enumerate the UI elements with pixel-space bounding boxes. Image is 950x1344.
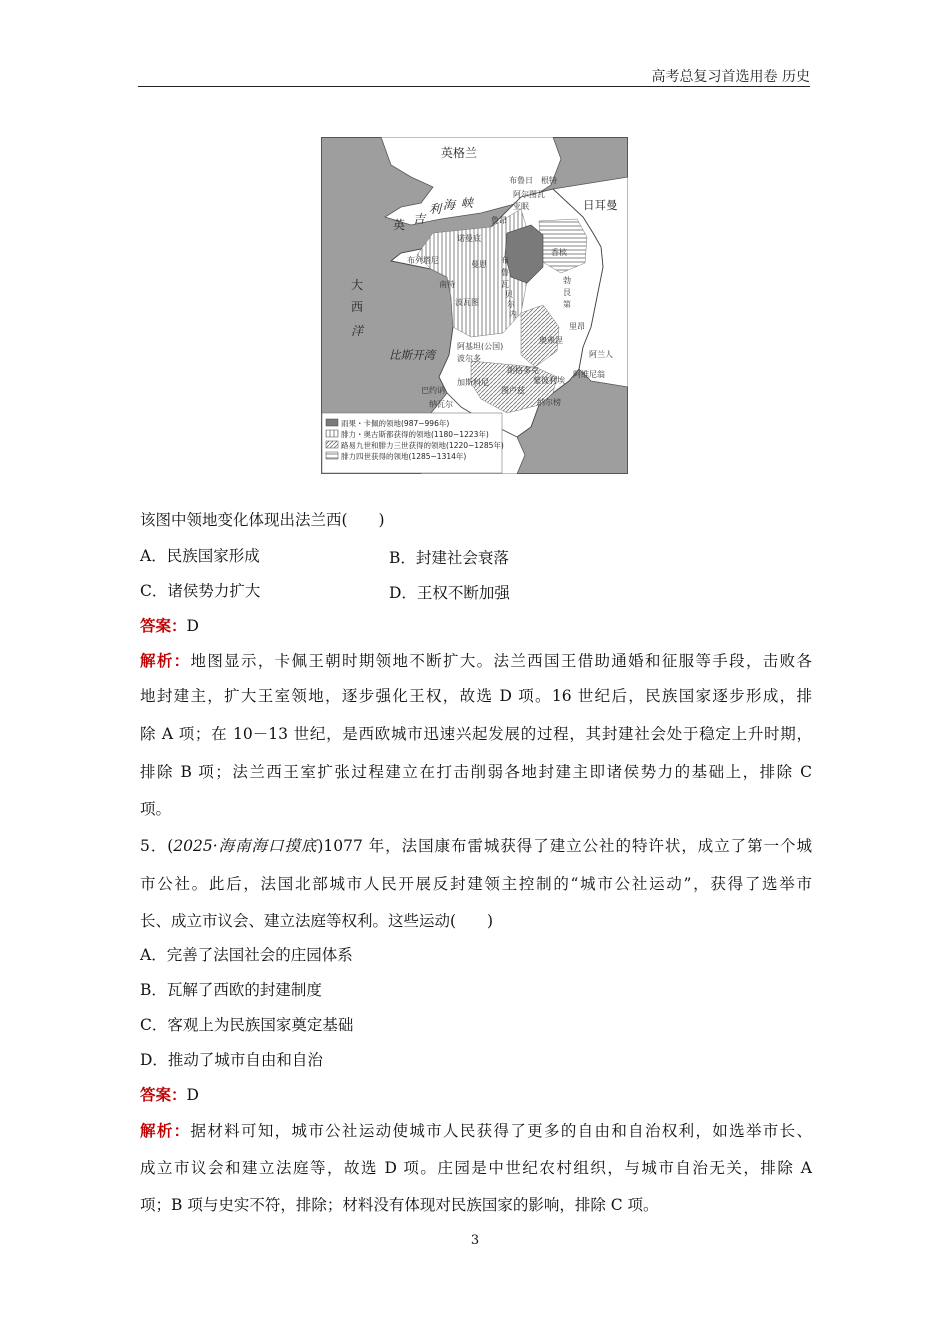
q5-analysis-line-1: 解析：据材料可知，城市公社运动使城市人民获得了更多的自由和自治权利，如选举市长、	[140, 1121, 812, 1140]
label-atlantic-1: 大	[351, 278, 364, 292]
label-bourges-3: 瓦	[501, 280, 509, 289]
label-artois: 阿尔图瓦	[513, 190, 545, 199]
map-legend	[322, 413, 504, 473]
label-narbonne: 纳尔榜	[537, 398, 561, 407]
q5-analysis-line-3: 项；B 项与史实不符，排除；材料没有体现对民族国家的影响，排除 C 项。	[140, 1196, 659, 1214]
header-title: 高考总复习首选用卷 历史	[651, 69, 810, 85]
legend-item-3: 路易九世和腓力三世获得的领地(1220−1285年)	[341, 441, 504, 450]
q4-analysis-line-1: 解析：地图显示，卡佩王朝时期领地不断扩大。法兰西国王借助通婚和征服等手段，击败各	[140, 651, 812, 670]
q4-analysis-line-2: 地封建主，扩大王室领地，逐步强化王权，故选 D 项。16 世纪后，民族国家逐步形成，排	[140, 687, 812, 705]
q4-analysis-label: 解析：	[140, 651, 191, 670]
label-auvergne-1: 贝	[505, 290, 513, 299]
label-england: 英格兰	[441, 146, 478, 160]
legend-swatch-1	[326, 419, 338, 426]
label-burgundy-3: 第	[563, 300, 571, 309]
label-auvergne-3: 内	[509, 310, 517, 319]
legend-item-1: 雨果・卡佩的领地(987−996年)	[341, 419, 450, 428]
label-burgundy-1: 勃	[563, 276, 571, 285]
legend-item-2: 腓力・奥古斯都获得的领地(1180−1223年)	[341, 430, 489, 439]
label-burgundy-2: 艮	[563, 288, 571, 297]
label-languedoc: 朗格多克	[507, 366, 539, 375]
label-gascony: 加斯科尼	[457, 378, 489, 387]
q4-answer	[140, 616, 199, 636]
q5-answer-value: D	[186, 1086, 199, 1104]
label-channel-1: 英	[393, 218, 406, 232]
legend-swatch-4	[326, 452, 338, 459]
label-maine: 曼恩	[471, 260, 487, 269]
q5-analysis-label: 解析：	[140, 1121, 191, 1140]
label-channel-2: 吉	[413, 212, 426, 226]
label-bourges-2: 鲁	[501, 268, 509, 277]
q5-option-d: D．推动了城市自由和自治	[140, 1051, 323, 1069]
label-channel-3: 利	[429, 202, 442, 216]
header-rule	[138, 86, 810, 87]
q5-option-c: C．客观上为民族国家奠定基础	[140, 1016, 354, 1034]
label-biscay: 比斯开湾	[389, 348, 435, 362]
label-amiens: 亚眠	[513, 202, 529, 211]
q5-stem-line-1: 5．(2025·海南海口摸底)1077 年，法国康布雷城获得了建立公社的特许状，成立了第一个城	[140, 837, 812, 855]
label-basque: 巴约讷	[421, 386, 445, 395]
label-auvergne2: 奥弗涅	[539, 336, 563, 345]
q4-stem: 该图中领地变化体现出法兰西( )	[140, 511, 385, 529]
label-atlantic-3: 洋	[351, 324, 364, 338]
label-ghent: 根特	[541, 176, 557, 185]
q5-option-a: A．完善了法国社会的庄园体系	[140, 946, 353, 964]
historical-map	[321, 137, 628, 474]
label-poitou: 波瓦图	[455, 298, 479, 307]
q5-option-b: B．瓦解了西欧的封建制度	[140, 981, 322, 999]
label-navarre: 纳瓦尔	[429, 400, 453, 409]
label-channel-5: 峡	[461, 196, 474, 210]
legend-swatch-3	[326, 441, 338, 448]
q4-analysis-line-3: 除 A 项；在 10－13 世纪，是西欧城市迅速兴起发展的过程，其封建社会处于稳定上升时期，	[140, 725, 812, 743]
label-arles: 阿兰人	[589, 350, 613, 359]
q5-source: 2025·海南海口摸底	[173, 837, 318, 855]
q4-answer-label: 答案：	[140, 616, 187, 635]
q5-analysis-line-2: 成立市议会和建立法庭等，故选 D 项。庄园是中世纪农村组织，与城市自治无关，排除 A	[140, 1159, 812, 1177]
label-montpellier: 蒙彼利埃	[533, 376, 565, 385]
label-atlantic-2: 西	[351, 300, 364, 314]
label-lyon: 里昂	[569, 322, 585, 331]
q4-answer-value: D	[186, 617, 199, 635]
q4-option-a: A．民族国家形成	[140, 547, 260, 565]
q5-stem-line-2: 市公社。此后，法国北部城市人民开展反封建领主控制的“城市公社运动”，获得了选举市	[140, 875, 812, 893]
label-provence: 阿维尼翁	[573, 370, 605, 379]
label-rouen: 鲁昂	[491, 216, 507, 225]
label-bordeaux: 波尔多	[457, 354, 481, 363]
label-nantes: 南特	[439, 280, 455, 289]
label-boulogne: 布鲁日	[509, 176, 533, 185]
label-channel-4: 海	[443, 198, 456, 212]
q5-stem-line-3: 长、成立市议会、建立法庭等权利。这些运动( )	[140, 912, 494, 930]
q4-option-b: B．封建社会衰落	[389, 549, 509, 567]
q5-answer-label: 答案：	[140, 1085, 187, 1104]
q4-option-d: D．王权不断加强	[389, 584, 510, 602]
label-brittany: 布列塔尼	[407, 256, 439, 265]
page-number: 3	[470, 1233, 480, 1248]
label-normandy: 诺曼底	[457, 234, 481, 243]
label-germany: 日耳曼	[583, 198, 618, 212]
q4-option-c: C．诸侯势力扩大	[140, 582, 261, 600]
q5-answer	[140, 1085, 199, 1105]
label-champagne: 香槟	[551, 248, 567, 257]
q4-analysis-line-4: 排除 B 项；法兰西王室扩张过程建立在打击削弱各地封建主即诸侯势力的基础上，排除 C	[140, 763, 812, 781]
label-toulouse: 图卢兹	[501, 386, 525, 395]
label-aquitaine: 阿基坦(公国)	[457, 342, 504, 351]
label-auvergne-2: 尔	[507, 300, 515, 309]
q4-analysis-line-5: 项。	[140, 800, 172, 818]
label-bourges-1: 布	[501, 256, 509, 265]
legend-item-4: 腓力四世获得的领地(1285−1314年)	[341, 452, 467, 461]
legend-swatch-2	[326, 430, 338, 437]
